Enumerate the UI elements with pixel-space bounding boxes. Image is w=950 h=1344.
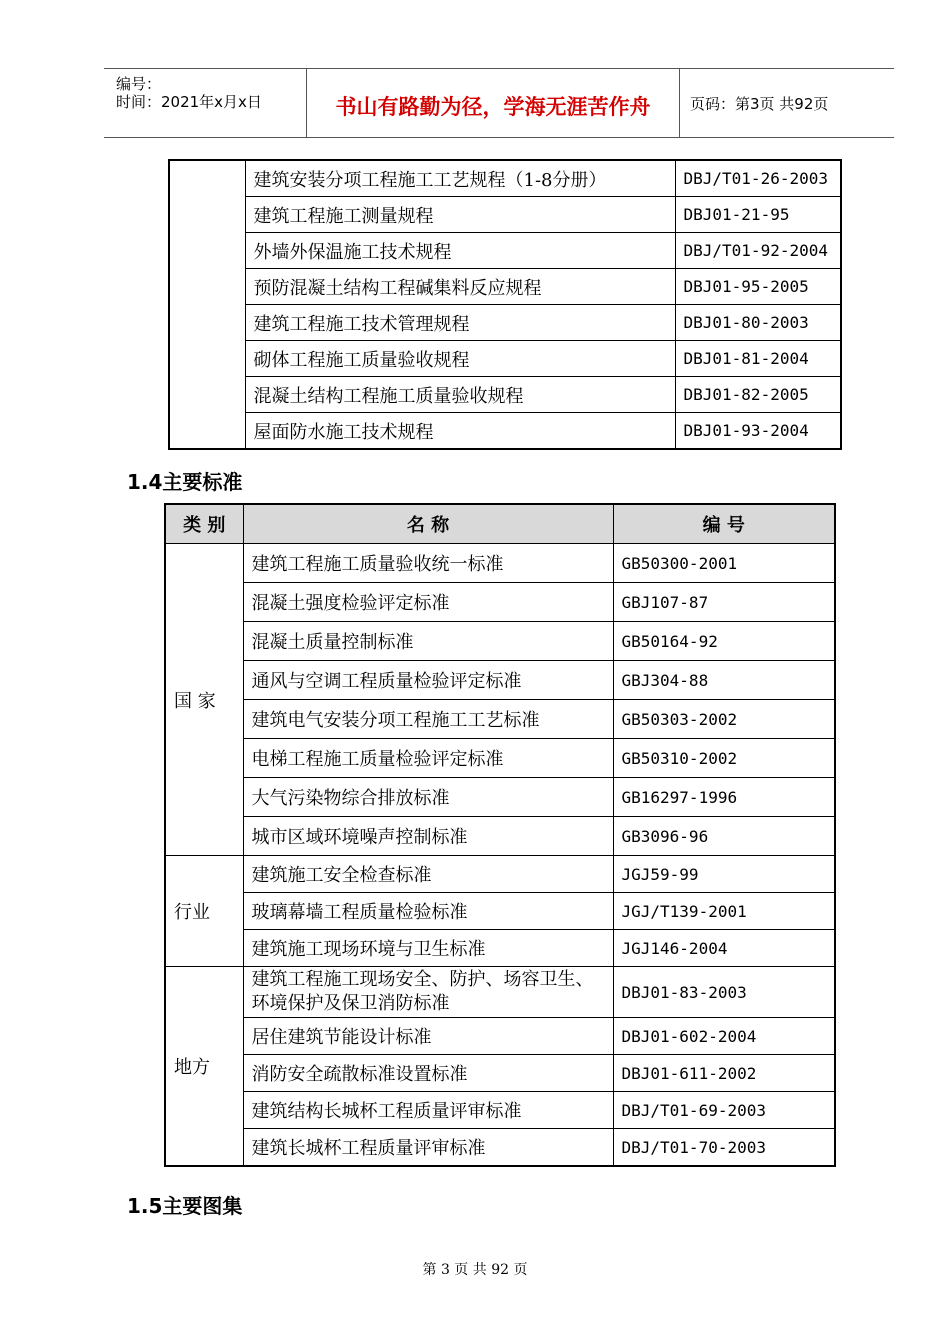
table-row (169, 160, 841, 197)
table-row (165, 930, 835, 967)
category-cell: 行业 (165, 856, 243, 967)
standard-code: GB3096-96 (613, 817, 835, 856)
standard-name: 通风与空调工程质量检验评定标准 (243, 661, 613, 700)
regulation-name: 建筑工程施工技术管理规程 (245, 305, 675, 341)
standard-name: 建筑工程施工现场安全、防护、场容卫生、环境保护及保卫消防标准 (243, 967, 613, 1018)
regulation-name: 建筑安装分项工程施工工艺规程（1-8分册） (245, 160, 675, 197)
regulation-code: DBJ/T01-26-2003 (675, 160, 841, 197)
page-header (104, 68, 894, 138)
standard-code: GB50164-92 (613, 622, 835, 661)
standard-code: GB50303-2002 (613, 700, 835, 739)
standard-code: GB50310-2002 (613, 739, 835, 778)
regulation-code: DBJ01-81-2004 (675, 341, 841, 377)
standard-code: DBJ01-602-2004 (613, 1018, 835, 1055)
table-row (165, 583, 835, 622)
standard-name: 混凝土强度检验评定标准 (243, 583, 613, 622)
table-row (165, 1129, 835, 1167)
table-row (165, 1092, 835, 1129)
motto-text: 书山有路勤为径，学海无涯苦作舟 (335, 95, 651, 119)
standard-name: 居住建筑节能设计标准 (243, 1018, 613, 1055)
regulation-code: DBJ01-21-95 (675, 197, 841, 233)
standard-code: GB16297-1996 (613, 778, 835, 817)
standard-name: 城市区域环境噪声控制标准 (243, 817, 613, 856)
regulations-table (168, 159, 842, 450)
table-row (165, 1018, 835, 1055)
category-cell: 地方 (165, 967, 243, 1167)
standard-code: GB50300-2001 (613, 544, 835, 583)
table-row (165, 1055, 835, 1092)
regulation-name: 预防混凝土结构工程碱集料反应规程 (245, 269, 675, 305)
regulation-code: DBJ01-93-2004 (675, 413, 841, 450)
time-label: 时间：2021年x月x日 (116, 93, 262, 111)
header-category: 类 别 (165, 504, 243, 544)
table-row (165, 967, 835, 1018)
standard-name: 消防安全疏散标准设置标准 (243, 1055, 613, 1092)
standard-code: DBJ/T01-70-2003 (613, 1129, 835, 1167)
standard-code: GBJ107-87 (613, 583, 835, 622)
standard-code: GBJ304-88 (613, 661, 835, 700)
regulation-name: 屋面防水施工技术规程 (245, 413, 675, 450)
standard-name: 混凝土质量控制标准 (243, 622, 613, 661)
header-page-cell (680, 69, 894, 137)
header-motto-cell (307, 69, 680, 137)
standard-name: 建筑电气安装分项工程施工工艺标准 (243, 700, 613, 739)
regulation-code: DBJ/T01-92-2004 (675, 233, 841, 269)
standard-name: 建筑结构长城杯工程质量评审标准 (243, 1092, 613, 1129)
empty-category-cell (169, 160, 245, 449)
table-row (169, 197, 841, 233)
standard-name: 玻璃幕墙工程质量检验标准 (243, 893, 613, 930)
regulation-name: 砌体工程施工质量验收规程 (245, 341, 675, 377)
standard-name: 大气污染物综合排放标准 (243, 778, 613, 817)
header-code: 编 号 (613, 504, 835, 544)
table-row (169, 413, 841, 450)
regulation-code: DBJ01-80-2003 (675, 305, 841, 341)
section-heading-1-5: 1.5主要图集 (127, 1194, 243, 1218)
table-row (165, 778, 835, 817)
standard-code: JGJ146-2004 (613, 930, 835, 967)
header-name: 名 称 (243, 504, 613, 544)
standard-name: 建筑施工安全检查标准 (243, 856, 613, 893)
regulation-code: DBJ01-82-2005 (675, 377, 841, 413)
standard-code: DBJ01-611-2002 (613, 1055, 835, 1092)
table-header-row (165, 504, 835, 544)
standards-table (164, 503, 836, 1167)
table-row (165, 856, 835, 893)
regulation-name: 建筑工程施工测量规程 (245, 197, 675, 233)
table-row (165, 893, 835, 930)
table-row (169, 305, 841, 341)
table-row (169, 341, 841, 377)
standard-name: 建筑工程施工质量验收统一标准 (243, 544, 613, 583)
header-meta-cell (104, 69, 307, 137)
standard-code: JGJ59-99 (613, 856, 835, 893)
regulation-name: 外墙外保温施工技术规程 (245, 233, 675, 269)
section-heading-1-4: 1.4主要标准 (127, 470, 243, 494)
table-row (169, 269, 841, 305)
table-row (165, 739, 835, 778)
table-row (165, 700, 835, 739)
table-row (165, 661, 835, 700)
code-label: 编号： (116, 75, 162, 93)
table-row (165, 544, 835, 583)
regulation-name: 混凝土结构工程施工质量验收规程 (245, 377, 675, 413)
table-row (165, 817, 835, 856)
standard-code: DBJ/T01-69-2003 (613, 1092, 835, 1129)
standard-code: JGJ/T139-2001 (613, 893, 835, 930)
regulation-code: DBJ01-95-2005 (675, 269, 841, 305)
table-row (169, 233, 841, 269)
standard-name: 建筑长城杯工程质量评审标准 (243, 1129, 613, 1167)
page-label: 页码：第3页 共92页 (690, 95, 829, 113)
standard-name: 电梯工程施工质量检验评定标准 (243, 739, 613, 778)
category-cell: 国 家 (165, 544, 243, 856)
table-row (169, 377, 841, 413)
standard-name: 建筑施工现场环境与卫生标准 (243, 930, 613, 967)
table-row (165, 622, 835, 661)
page-footer: 第 3 页 共 92 页 (422, 1262, 528, 1278)
standard-code: DBJ01-83-2003 (613, 967, 835, 1018)
